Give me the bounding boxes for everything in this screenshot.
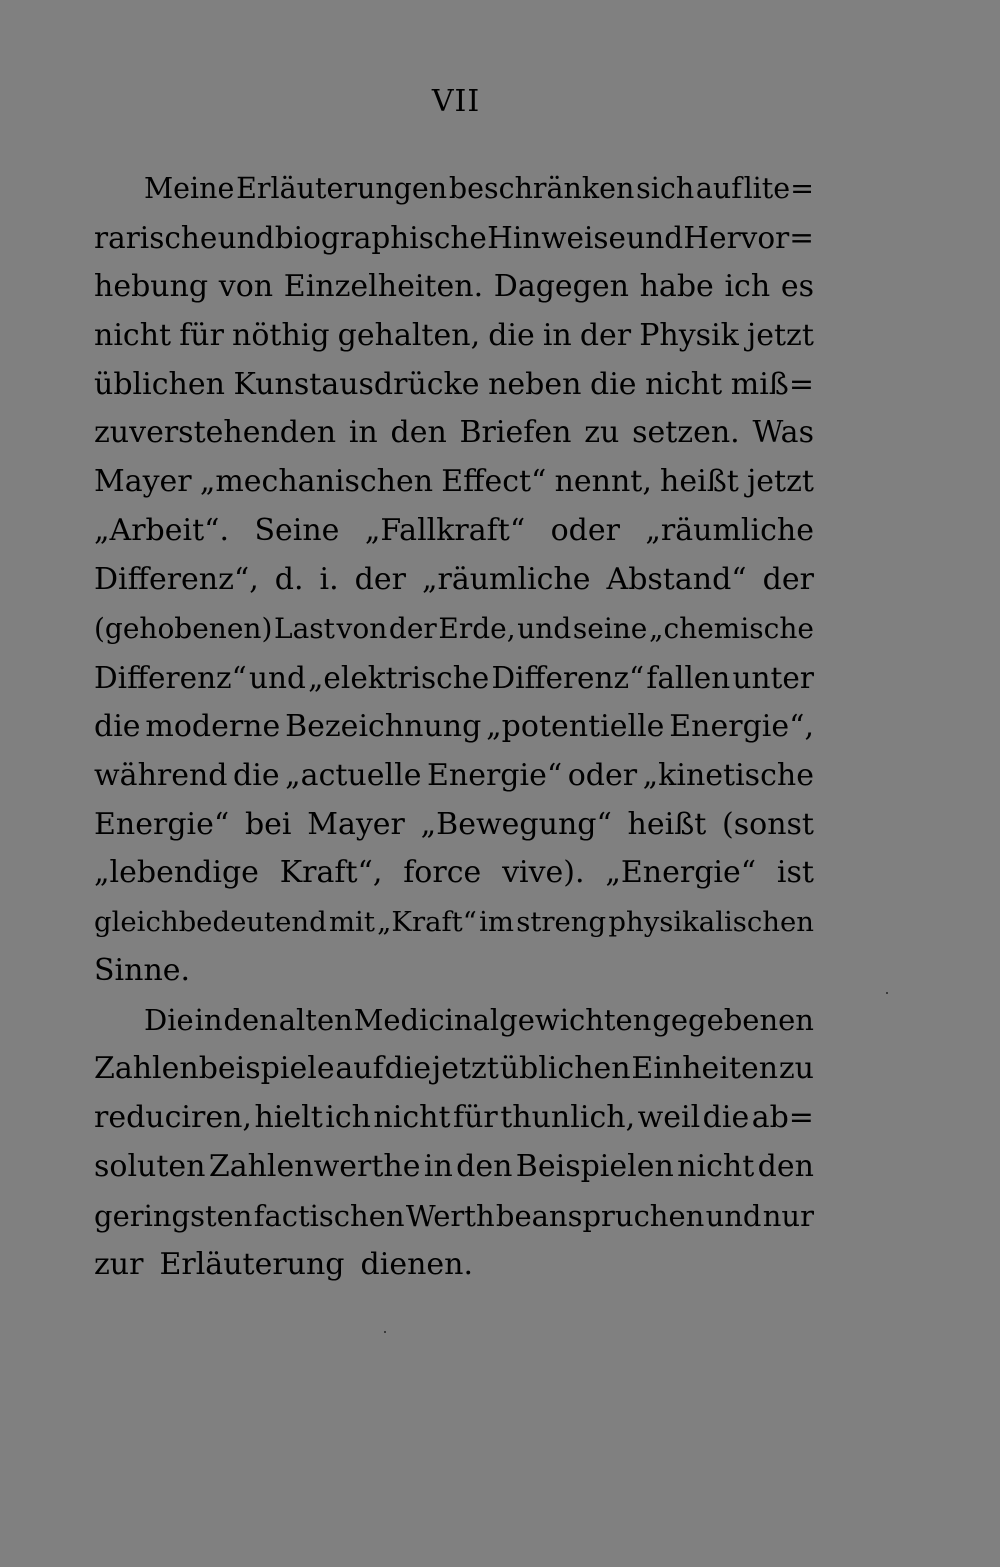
word: „Arbeit“. [94, 513, 230, 549]
word: Last [274, 612, 335, 646]
word: miß= [730, 366, 814, 402]
text-line [94, 605, 814, 654]
word: Kunstausdrücke [233, 366, 480, 402]
word: Erläuterungen [236, 172, 448, 205]
text-line [94, 361, 814, 410]
word: Beispielen [515, 1148, 674, 1184]
text-line [94, 556, 814, 605]
word: gehalten, [337, 317, 481, 353]
text-line [94, 409, 814, 458]
word: moderne [145, 708, 281, 744]
word: auf [695, 172, 742, 205]
word: Erläuterung [159, 1246, 345, 1282]
word: ist [776, 855, 814, 891]
word: zu [584, 415, 620, 451]
word: Meine [144, 172, 235, 205]
word: (gehobenen) [94, 612, 273, 646]
word: soluten [94, 1148, 206, 1184]
word: dienen. [360, 1246, 474, 1282]
word: Die [144, 1003, 194, 1038]
word: lite= [743, 172, 814, 205]
word: die [702, 1099, 750, 1135]
text-line [94, 1241, 814, 1290]
word: und [626, 220, 684, 255]
word: Zahlenwerthe [208, 1148, 421, 1184]
text-line [94, 947, 814, 996]
text-line [94, 165, 814, 214]
word: gleichbedeutend [94, 906, 327, 939]
word: Medicinalgewichten [353, 1003, 652, 1038]
word: nicht [645, 366, 723, 402]
paper-speck [886, 992, 888, 994]
word: zur [94, 1246, 144, 1282]
word: und [517, 612, 572, 646]
word: und [248, 660, 306, 695]
word: reduciren, [94, 1099, 252, 1135]
word: habe [639, 268, 714, 304]
word: alten [278, 1003, 353, 1038]
word: ich [724, 268, 771, 304]
text-line [94, 1094, 814, 1143]
word: neben [488, 366, 582, 402]
word: während [94, 757, 228, 793]
word: Mayer [307, 806, 405, 842]
word: „Fallkraft“ [364, 513, 526, 549]
word: streng [516, 906, 607, 939]
word: Physik [639, 317, 739, 353]
body-text [94, 165, 814, 1289]
word: beanspruchen [495, 1198, 705, 1233]
word: den [390, 415, 447, 451]
word: ich [325, 1099, 371, 1135]
text-line [94, 898, 814, 947]
word: Mayer [94, 464, 192, 500]
word: üblichen [499, 1051, 631, 1087]
text-line [94, 1143, 814, 1192]
word: Erde, [438, 612, 516, 646]
word: für [179, 317, 224, 353]
word: auf [335, 1051, 384, 1087]
word: zu [778, 1051, 814, 1087]
text-line [94, 996, 814, 1045]
text-line [94, 507, 814, 556]
word: Sinne. [94, 953, 191, 989]
text-line [94, 752, 814, 801]
word: vive). [502, 855, 585, 891]
word: für [453, 1099, 498, 1135]
word: sich [636, 172, 695, 205]
word: jetzt [431, 1051, 499, 1087]
word: mit [328, 906, 375, 939]
word: der [762, 562, 814, 598]
word: die [384, 1051, 432, 1087]
word: oder [567, 757, 638, 793]
word: der [388, 612, 437, 646]
text-line [94, 458, 814, 507]
word: biographische [274, 220, 487, 255]
word: d. [274, 562, 304, 598]
word: ab= [751, 1099, 814, 1135]
word: rarische [94, 220, 218, 255]
text-line [94, 654, 814, 703]
word: der [354, 562, 406, 598]
word: heißt [660, 464, 739, 500]
word: der [579, 317, 632, 353]
word: Dagegen [493, 268, 629, 304]
word: jetzt [746, 317, 814, 353]
word: „chemische [649, 612, 814, 646]
word: Energie“ [94, 806, 230, 842]
word: hebung [94, 268, 209, 304]
word: von [218, 268, 274, 304]
word: Seine [254, 513, 340, 549]
word: „räumliche [645, 513, 814, 549]
word: Effect“ [441, 464, 547, 500]
text-line [94, 263, 814, 312]
word: „räumliche [421, 562, 591, 598]
word: Energie“ [426, 757, 563, 793]
word: nöthig [232, 317, 330, 353]
word: „kinetische [642, 757, 814, 793]
word: in [194, 1003, 223, 1038]
word: Energie“, [669, 708, 814, 744]
word: Einheiten [631, 1051, 779, 1087]
word: Werth [405, 1198, 495, 1233]
word: „Bewegung“ [420, 806, 612, 842]
word: gegebenen [652, 1003, 814, 1038]
word: Was [752, 415, 814, 451]
word: Differenz“ [491, 660, 645, 695]
text-line [94, 801, 814, 850]
word: geringsten [94, 1198, 253, 1233]
word: Briefen [459, 415, 572, 451]
word: Bezeichnung [285, 708, 482, 744]
word: den [223, 1003, 278, 1038]
text-line [94, 312, 814, 361]
word: setzen. [632, 415, 740, 451]
word: nicht [677, 1148, 755, 1184]
word: im [479, 906, 514, 939]
word: weil [637, 1099, 701, 1135]
text-line [94, 1045, 814, 1094]
word: die [589, 366, 637, 402]
word: force [403, 855, 482, 891]
word: Zahlenbeispiele [94, 1051, 335, 1087]
word: „Kraft“ [377, 906, 477, 939]
word: von [336, 612, 388, 646]
word: die [94, 708, 141, 744]
word: „elektrische [308, 660, 490, 695]
word: und [217, 220, 275, 255]
text-line [94, 703, 814, 752]
word: „Energie“ [605, 855, 757, 891]
word: zuverstehenden [94, 415, 337, 451]
word: physikalischen [608, 906, 814, 939]
word: seine [572, 612, 648, 646]
word: Abstand“ [606, 562, 747, 598]
word: nicht [94, 317, 172, 353]
word: „potentielle [486, 708, 665, 744]
word: beschränken [448, 172, 635, 205]
word: hielt [254, 1099, 323, 1135]
word: in [423, 1148, 453, 1184]
word: factischen [253, 1198, 405, 1233]
word: Differenz“ [94, 660, 247, 695]
word: „mechanischen [199, 464, 434, 500]
word: „lebendige [94, 855, 259, 891]
word: die [488, 317, 535, 353]
word: den [757, 1148, 814, 1184]
word: fallen [646, 660, 731, 695]
text-line [94, 214, 814, 263]
word: oder [550, 513, 620, 549]
text-line [94, 849, 814, 898]
word: und [705, 1198, 762, 1233]
word: jetzt [746, 464, 814, 500]
word: unter [732, 660, 814, 695]
word: üblichen [94, 366, 225, 402]
word: Differenz“, [94, 562, 259, 598]
word: nicht [373, 1099, 451, 1135]
word: „actuelle [285, 757, 422, 793]
word: in [348, 415, 378, 451]
word: heißt [627, 806, 707, 842]
word: den [456, 1148, 513, 1184]
word: (sonst [722, 806, 814, 842]
text-line [94, 1192, 814, 1241]
word: Hervor= [683, 220, 814, 255]
page-number: VII [431, 84, 481, 119]
word: es [780, 268, 814, 304]
word: nennt, [554, 464, 652, 500]
word: bei [244, 806, 292, 842]
word: thunlich, [500, 1099, 636, 1135]
word: in [542, 317, 572, 353]
word: Einzelheiten. [283, 268, 484, 304]
word: die [233, 757, 280, 793]
word: Hinweise [487, 220, 626, 255]
word: i. [319, 562, 339, 598]
word: nur [762, 1198, 814, 1233]
paper-speck [384, 1331, 386, 1333]
word: Kraft“, [279, 855, 383, 891]
